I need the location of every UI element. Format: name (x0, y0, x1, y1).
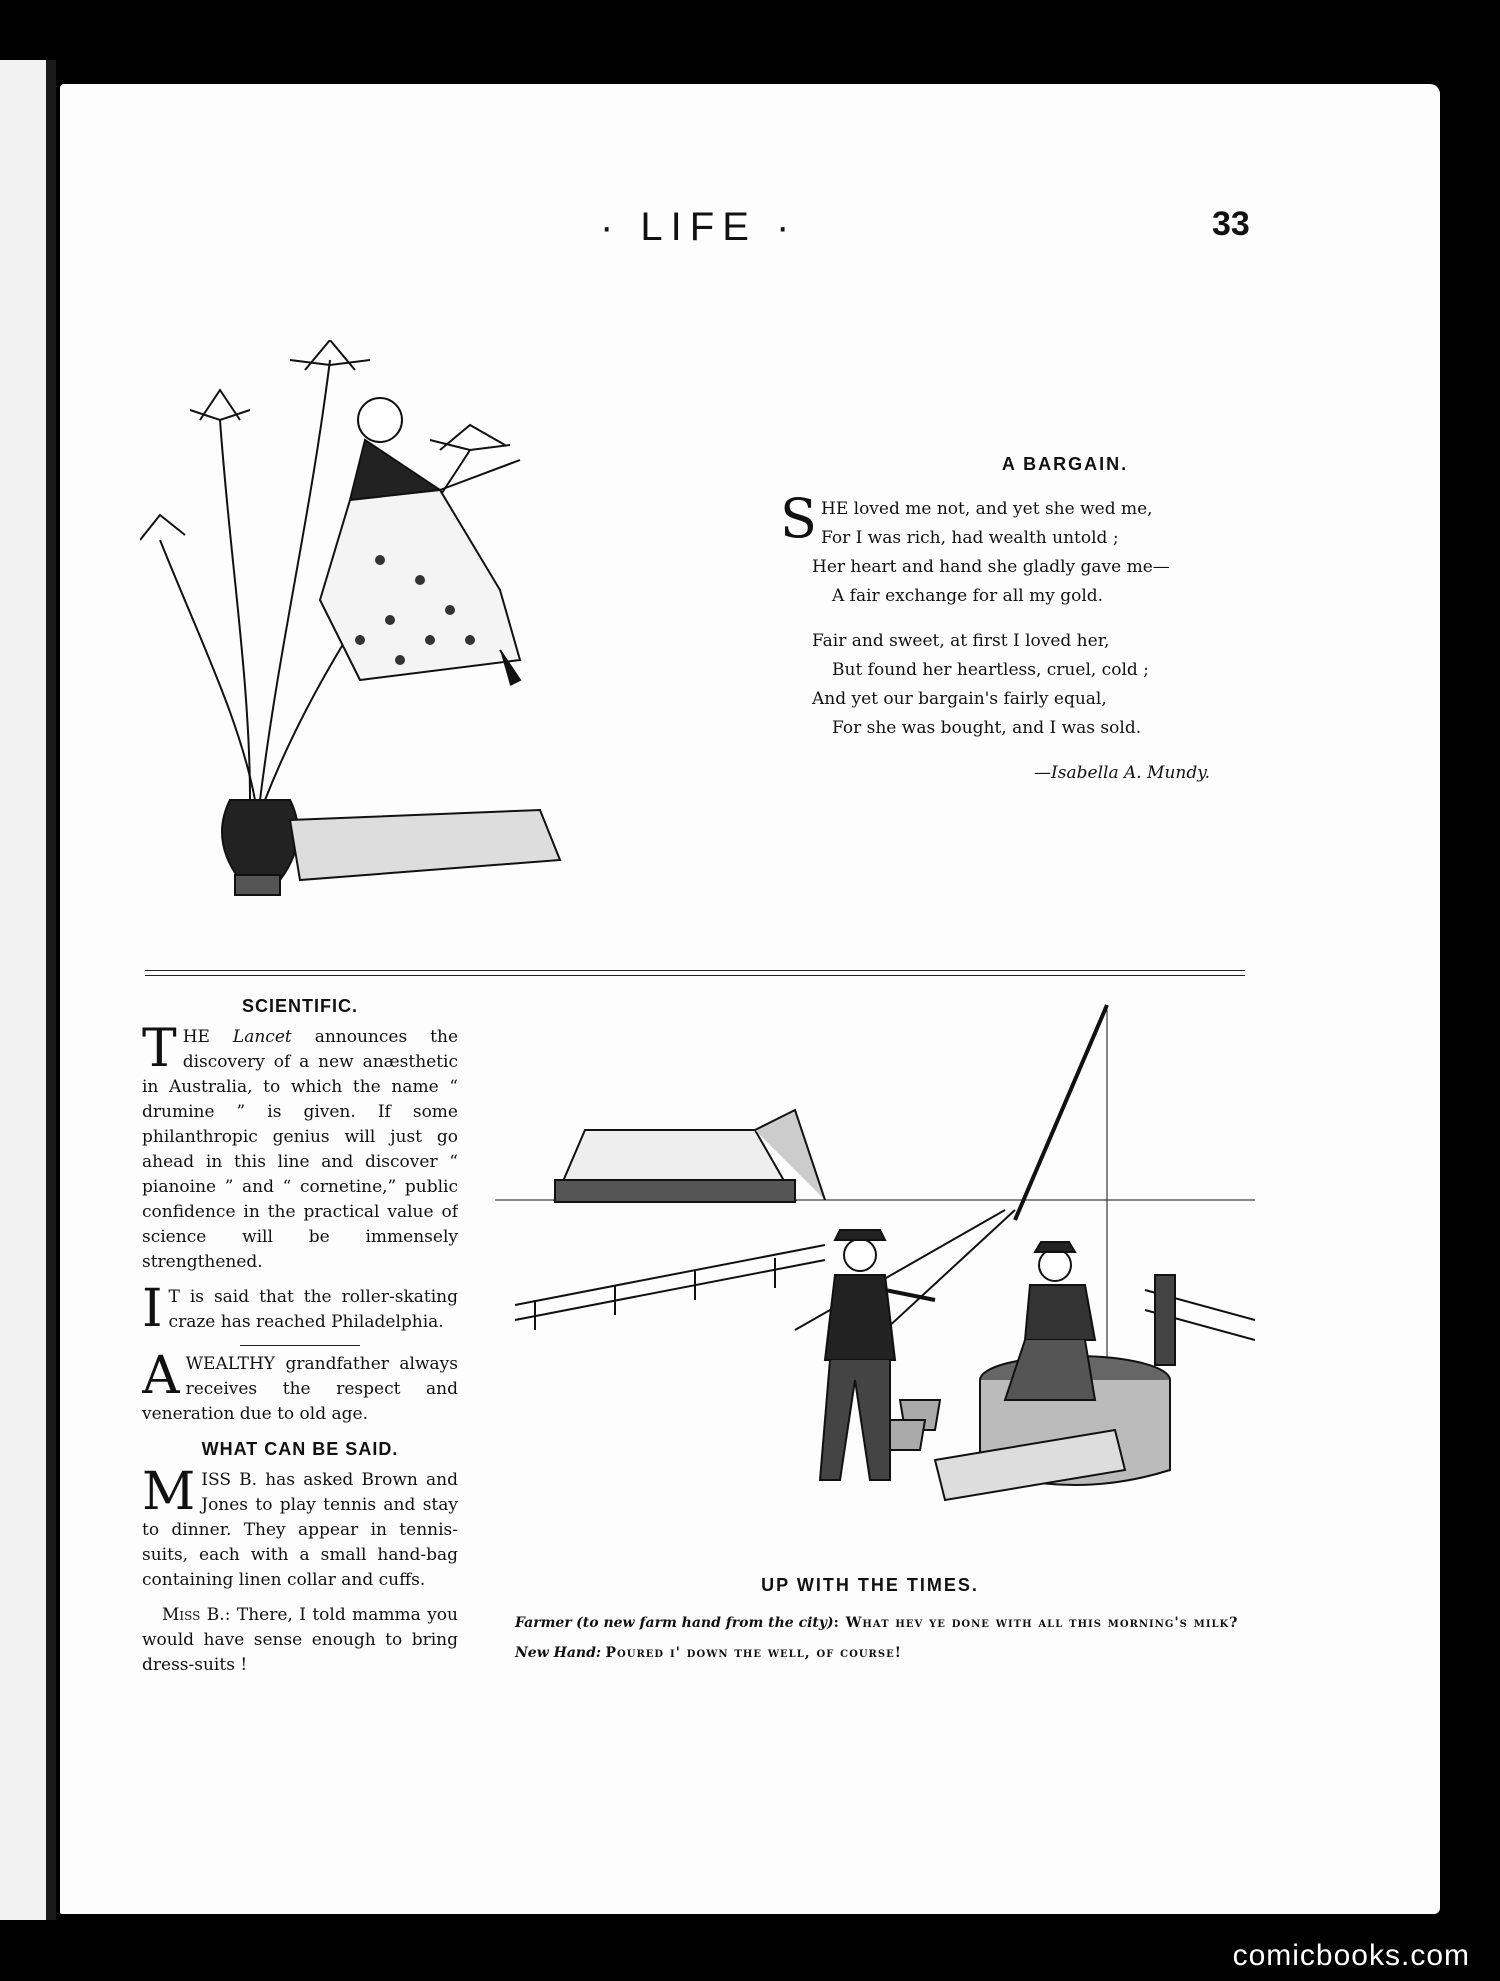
vase (222, 800, 298, 895)
cartoon-caption (485, 1570, 1255, 1668)
caption-line-new-hand (485, 1638, 1255, 1668)
poem-stanza-2 (780, 627, 1210, 743)
speaker-name: Farmer (515, 1615, 572, 1631)
poem-a-bargain (780, 450, 1210, 788)
dropcap: A (142, 1352, 180, 1406)
site-watermark: comicbooks.com (1232, 1939, 1470, 1972)
dropcap: S (780, 487, 817, 550)
section-heading: WHAT CAN BE SAID. (201, 1439, 399, 1459)
divider-rule (145, 975, 1245, 976)
magazine-title: · LIFE · (600, 205, 798, 249)
caption-line-farmer (485, 1608, 1255, 1638)
speaker-name: New Hand: (515, 1645, 602, 1661)
dropcap: T (142, 1025, 177, 1079)
paragraph-what-can-be-said (142, 1468, 458, 1593)
poem-line: But found her heartless, cruel, cold ; (832, 660, 1149, 680)
paragraph-text: ISS B. has asked Brown and Jones to play tennis and stay to dinner. They appear in tennis-suits, each with a small hand-bag containing linen collar and cuffs. (142, 1470, 458, 1590)
section-heading: SCIENTIFIC. (241, 996, 358, 1016)
poem-line: For she was bought, and I was sold. (832, 718, 1142, 738)
paragraph-scientific (142, 1025, 458, 1275)
poem-author: —Isabella A. Mundy. (1034, 763, 1210, 783)
paragraph-miss-b-reply (142, 1603, 458, 1678)
paragraph-text: WEALTHY grandfather always receives the respect and veneration due to old age. (142, 1354, 458, 1424)
paragraph-text: : There, I told mamma you would have sense enough to bring dress-suits ! (142, 1605, 458, 1675)
reclining-woman-illustration (140, 340, 680, 900)
paragraph-wealthy (142, 1352, 458, 1427)
left-column (142, 990, 458, 1688)
poem-line: Fair and sweet, at first I loved her, (812, 631, 1110, 651)
farm-well-illustration (495, 1000, 1255, 1530)
poem-line: And yet our bargain's fairly equal, (812, 689, 1107, 709)
poem-line: For I was rich, had wealth untold ; (821, 528, 1119, 548)
dialogue-text: : What hev ye done with all this morning's milk? (833, 1615, 1239, 1631)
poem-line-text: HE loved me not, and yet she wed me, (821, 499, 1153, 519)
poem-line: Her heart and hand she gladly gave me— (812, 557, 1170, 577)
speaker-name: Miss B. (162, 1605, 225, 1625)
divider-rule (145, 970, 1245, 971)
dialogue-text: Poured i' down the well, of course! (605, 1645, 902, 1661)
cartoon-title: UP WITH THE TIMES. (761, 1575, 979, 1595)
stage-direction: (to new farm hand from the city) (576, 1615, 834, 1631)
poem-title: A BARGAIN. (1001, 454, 1129, 474)
paragraph-text: HE (182, 1027, 233, 1047)
paragraph-italic: Lancet (232, 1027, 292, 1047)
small-rule (240, 1345, 360, 1346)
paragraph-roller-skating (142, 1285, 458, 1335)
poem-stanza-1 (780, 487, 1210, 611)
paragraph-text: T is said that the roller-skating craze has reached Philadelphia. (168, 1287, 458, 1332)
dropcap: M (142, 1468, 196, 1522)
dropcap: I (142, 1285, 163, 1335)
paragraph-text: announces the discovery of a new anæsthetic in Australia, to which the name “ drumine ” is given. If some philanthropic genius will just go ahead in this line and discover “ pianoine ” and “ cornetine,” public confidence in the practical value of science will be immensely strengthened. (142, 1027, 458, 1272)
poem-line: A fair exchange for all my gold. (832, 586, 1104, 606)
left-page-edge (0, 60, 56, 1920)
page-number: 33 (1212, 205, 1250, 243)
